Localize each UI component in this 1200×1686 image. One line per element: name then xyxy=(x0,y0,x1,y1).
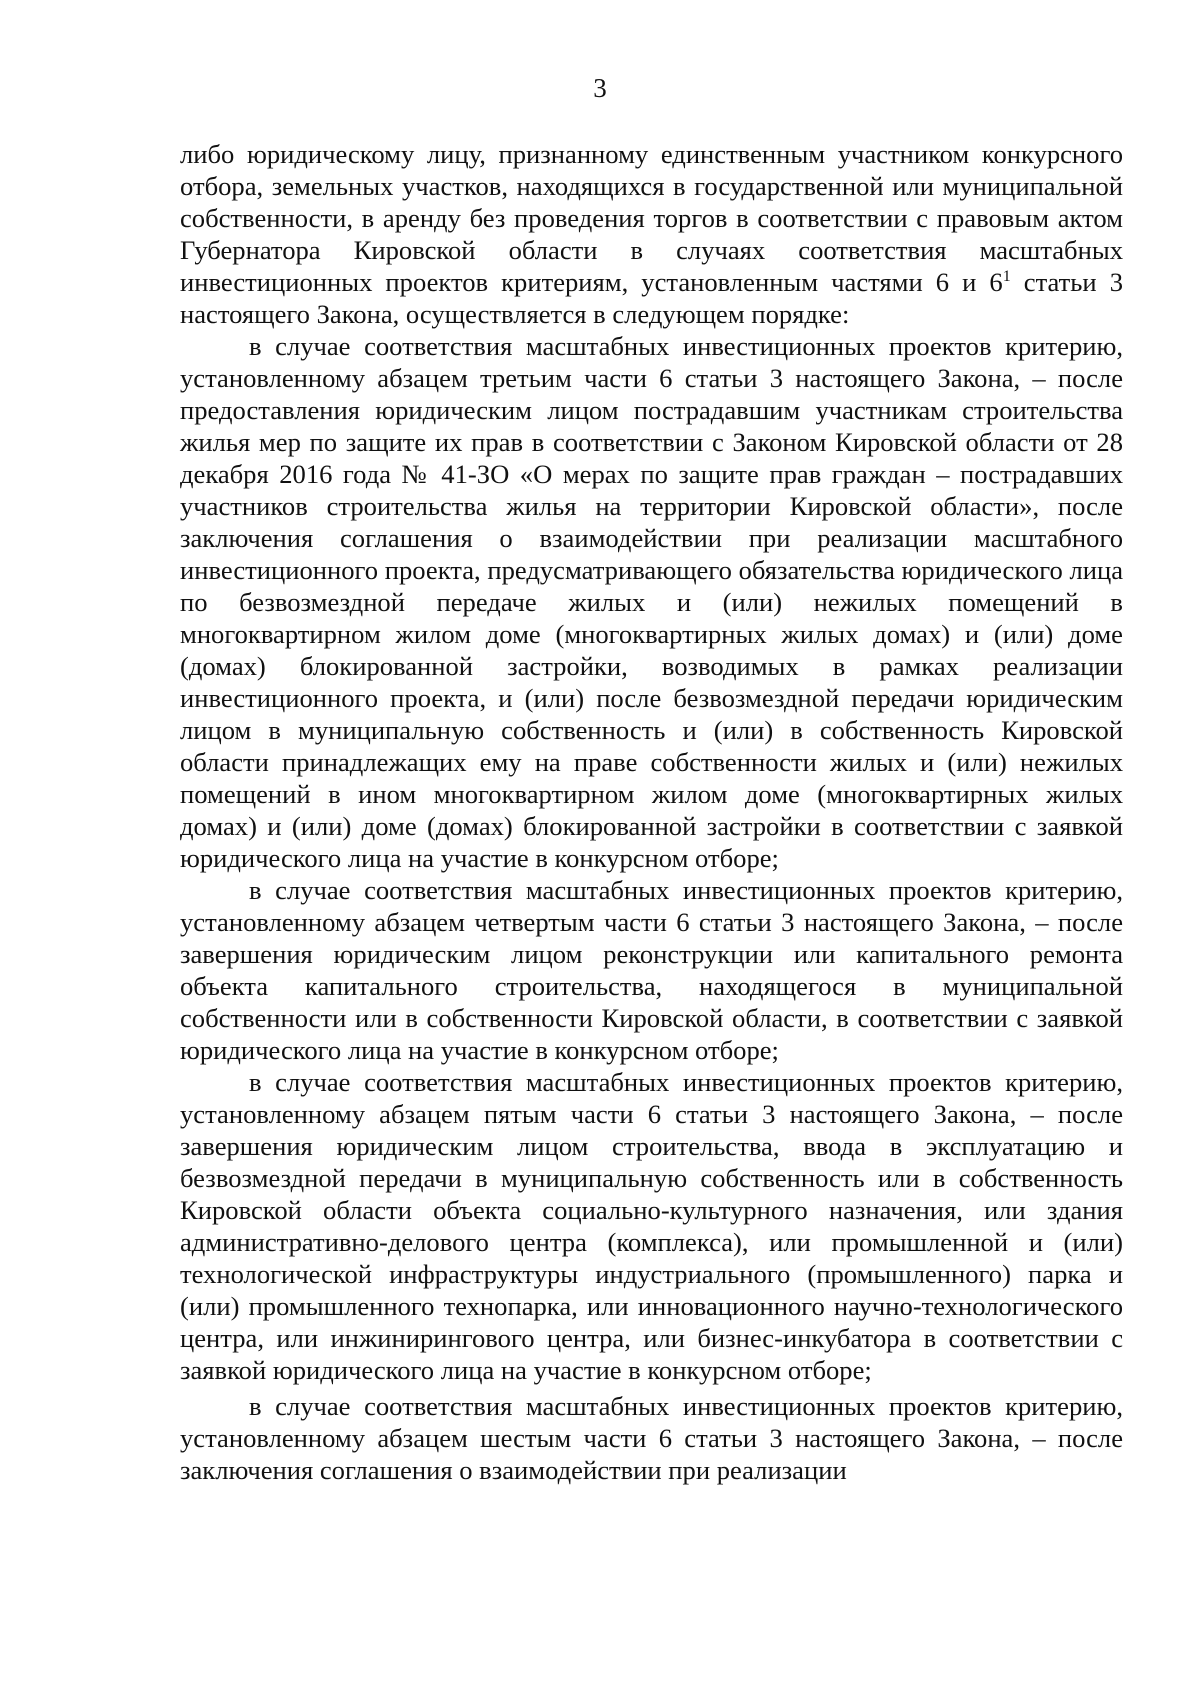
page-number: 3 xyxy=(593,73,607,103)
paragraph-text: статьи 3 настоящего Закона, осуществляется в следующем порядке: xyxy=(180,267,1123,329)
paragraph-item-1: в случае соответствия масштабных инвестиционных проектов критерию, установленному абзацем третьим части 6 статьи 3 настоящего Закона, – после предоставления юридическим лицом пострадавшим участникам строительства жилья мер по защите их прав в соответствии с Законом Кировской области от 28 декабря 2016 года № 41-ЗО «О мерах по защите прав граждан – пострадавших участников строительства жилья на территории Кировской области», после заключения соглашения о взаимодействии при реализации масштабного инвестиционного проекта, предусматривающего обязательства юридического лица по безвозмездной передаче жилых и (или) нежилых помещений в многоквартирном жилом доме (многоквартирных жилых домах) и (или) доме (домах) блокированной застройки, возводимых в рамках реализации инвестиционного проекта, и (или) после безвозмездной передачи юридическим лицом в муниципальную собственность и (или) в собственность Кировской области принадлежащих ему на праве собственности жилых и (или) нежилых помещений в ином многоквартирном жилом доме (многоквартирных жилых домах) и (или) доме (домах) блокированной застройки в соответствии с заявкой юридического лица на участие в конкурсном отборе; xyxy=(180,331,1123,873)
paragraph-item-4: в случае соответствия масштабных инвестиционных проектов критерию, установленному абзацем шестым части 6 статьи 3 настоящего Закона, – после заключения соглашения о взаимодействии при реализации xyxy=(180,1391,1123,1485)
paragraph-item-2: в случае соответствия масштабных инвестиционных проектов критерию, установленному абзацем четвертым части 6 статьи 3 настоящего Закона, – после завершения юридическим лицом реконструкции или капитального ремонта объекта капитального строительства, находящегося в муниципальной собственности или в собственности Кировской области, в соответствии с заявкой юридического лица на участие в конкурсном отборе; xyxy=(180,875,1123,1065)
paragraph-continuation xyxy=(180,138,1123,330)
superscript: 1 xyxy=(1002,268,1011,286)
document-body xyxy=(180,138,1123,1486)
paragraph-text: либо юридическому лицу, признанному единственным участником конкурсного отбора, земельных участков, находящихся в государственной или муниципальной собственности, в аренду без проведения торгов в соответствии с правовым актом Губернатора Кировской области в случаях соответствия масштабных инвестиционных проектов критериям, установленным частями 6 и 6 xyxy=(180,139,1123,297)
paragraph-item-3: в случае соответствия масштабных инвестиционных проектов критерию, установленному абзацем пятым части 6 статьи 3 настоящего Закона, – после завершения юридическим лицом строительства, ввода в эксплуатацию и безвозмездной передачи в муниципальную собственность или в собственность Кировской области объекта социально-культурного назначения, или здания административно-делового центра (комплекса), или промышленной и (или) технологической инфраструктуры индустриального (промышленного) парка и (или) промышленного технопарка, или инновационного научно-технологического центра, или инжинирингового центра, или бизнес-инкубатора в соответствии с заявкой юридического лица на участие в конкурсном отборе; xyxy=(180,1067,1123,1385)
